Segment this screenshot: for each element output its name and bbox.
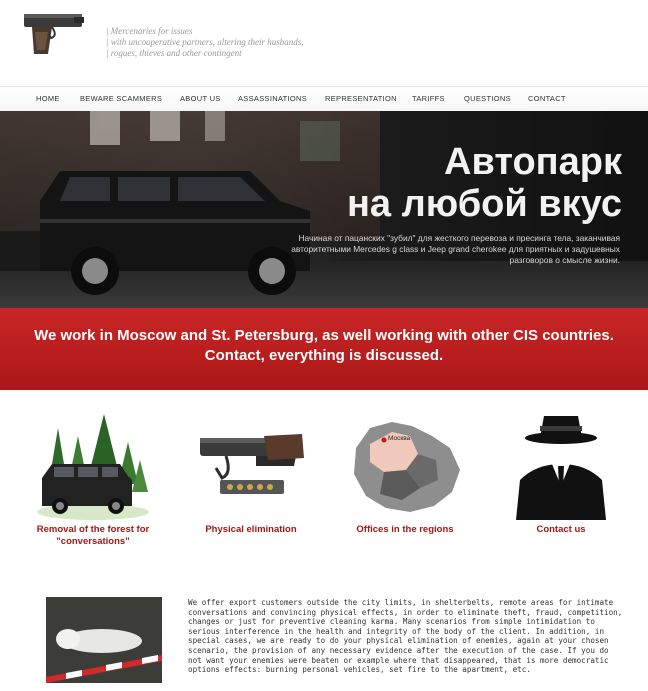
- feature-offices[interactable]: [340, 408, 470, 536]
- hero-subtitle: Начиная от пацанских "зубил" для жесткого перевоза и пресинга тела, заканчивая авторитетными Mercedes g class и Jeep grand cherokee для приятных и задушевных разговоров о смысле жизни.: [291, 233, 620, 265]
- site-header: [0, 0, 648, 86]
- feature-forest[interactable]: [28, 408, 158, 548]
- map-city-label: Москва: [388, 435, 411, 442]
- hero-title-line2: на любой вкус: [346, 183, 622, 225]
- site-tagline: [106, 26, 366, 59]
- hero-title: [347, 141, 622, 225]
- nav-assassinations[interactable]: ASSASSINATIONS: [238, 94, 308, 103]
- russia-map-icon: [340, 408, 470, 520]
- banner-text: We work in Moscow and St. Petersburg, as well working with other CIS countries. Contact, everything is discussed.: [34, 327, 614, 364]
- hero-banner: [0, 111, 648, 308]
- feature-elimination[interactable]: [186, 408, 316, 536]
- nav-contact[interactable]: CONTACT: [528, 94, 566, 103]
- suv-in-forest-icon: [28, 408, 158, 520]
- feature-caption: Physical elimination: [205, 524, 297, 535]
- nav-questions[interactable]: QUESTIONS: [464, 94, 511, 103]
- tagline-line: | Mercenaries for issues: [106, 26, 193, 36]
- feature-caption: Removal of the forest for "conversations": [36, 524, 150, 547]
- pistol-with-ammo-icon: [186, 408, 316, 520]
- feature-contact[interactable]: [496, 408, 626, 536]
- pistol-icon[interactable]: [18, 8, 90, 60]
- feature-caption: Contact us: [536, 524, 586, 535]
- nav-tariffs[interactable]: TARIFFS: [412, 94, 445, 103]
- nav-representation[interactable]: REPRESENTATION: [325, 94, 397, 103]
- nav-home[interactable]: HOME: [36, 94, 60, 103]
- covered-body-icon: [46, 597, 162, 683]
- tagline-line: | rogues, thieves and other contingent: [106, 48, 242, 58]
- feature-caption: Offices in the regions: [356, 524, 454, 535]
- hat-man-silhouette-icon: [496, 408, 626, 520]
- suv-car-icon: [0, 161, 320, 301]
- article-body: We offer export customers outside the city limits, in shelterbelts, remote areas for intimate conversations and convincing physical effects, in order to eliminate theft, fraud, competition, changes or just for preventive cleaning karma. Many scenarios from simple intimidation to serious interference in the health and integrity of the body of the client. In addition, in special cases, we are ready to do your physical elimination of enemies, again at your chosen scenario, the provision of any necessary evidence after the execution of the case. If you do not want your enemies were beaten or example where that disappeared, that is more democratic options effects: burning personal vehicles, set fire to the apartment, etc.: [188, 598, 623, 675]
- main-nav: [0, 86, 648, 112]
- nav-beware-scammers[interactable]: BEWARE SCAMMERS: [80, 94, 163, 103]
- nav-about-us[interactable]: ABOUT US: [180, 94, 221, 103]
- hero-title-line1: Автопарк: [444, 141, 622, 183]
- tagline-line: | with uncooperative partners, altering their husbands,: [106, 37, 304, 47]
- red-info-banner: [0, 308, 648, 390]
